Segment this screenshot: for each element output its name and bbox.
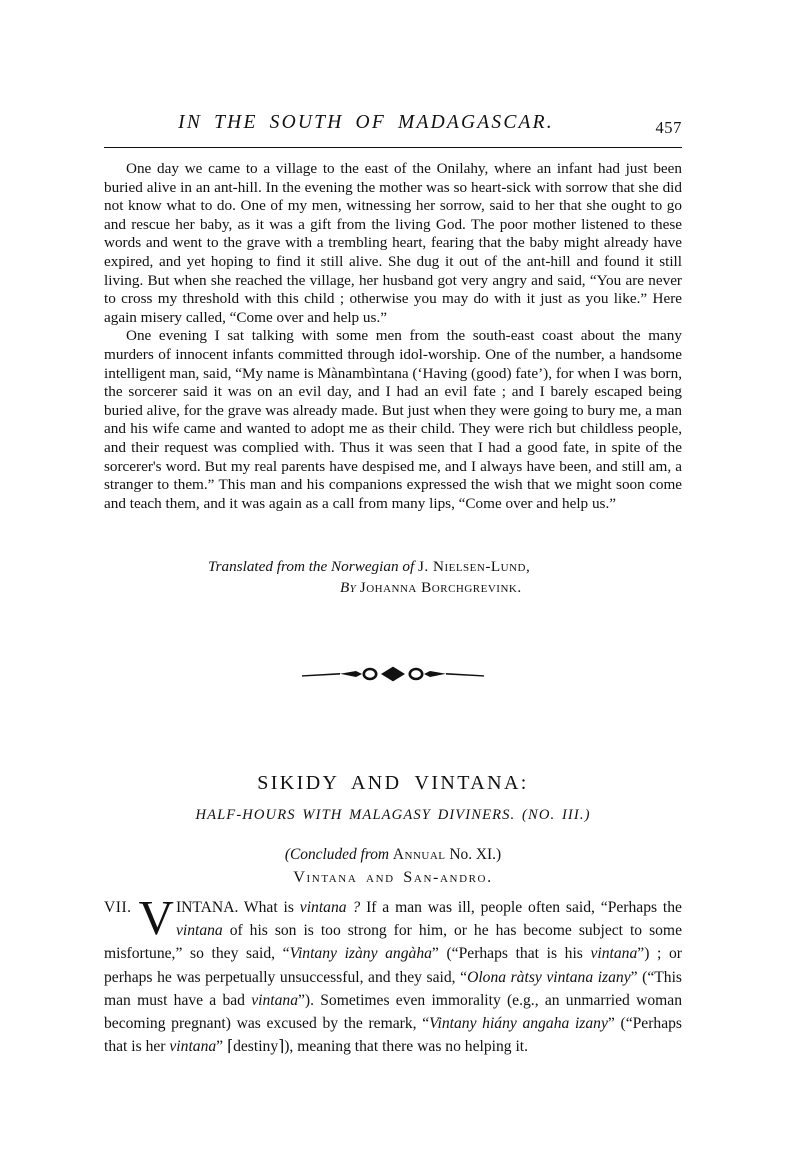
article-heading-block [104, 772, 682, 864]
drop-cap: V [138, 890, 174, 945]
malagasy-phrase: Vintany izàny angàha [289, 945, 432, 963]
continued-prefix: (Concluded from [284, 846, 390, 863]
attribution-translator-line [104, 556, 682, 577]
text-run: ” (“Perhaps that is her [104, 1015, 682, 1056]
paragraph: One day we came to a village to the east of the Onilahy, where an infant had just been buried alive in an ant-hill. In the evening the mother was so heart-sick with sorrow that she did not know what to do. One of my men, witnessing her sorrow, said to her that she ought to go and rescue her baby, as it was a gift from the living God. The poor mother listened to these words and went to the grave with a trembling heart, fearing that the baby might already have expired, and yet hoping to find it still alive. She dug it out of the ant-hill and found it still living. But when she reached the village, her husband got very angry and said, “You are never to cross my threshold with this child ; otherwise you may do with it just as you like.” Here again misery called, “Come over and help us.” [104, 160, 682, 326]
text-run: ” ⌈destiny⌉), meaning that there was no helping it. [216, 1038, 529, 1056]
attribution-block [104, 556, 682, 598]
malagasy-term: vintana [251, 991, 298, 1009]
text-run: ”) ; or perhaps he was perpetually unsuccessful, and they said, “ [104, 945, 682, 986]
paragraph: One evening I sat talking with some men from the south-east coast about the many murders of innocent infants committed through idol-worship. One of the number, a handsome intelligent man, said, “My name is Mànambìntana (‘Having (good) fate’), for when I was born, the sorcerer said it was on an evil day, and I had an evil fate ; and I barely escaped being buried alive, for the grave was already made. But just when they were going to bury me, a man and his wife came and wanted to adopt me as their child. They were rich but childless people, and their request was complied with. Thus it was seen that I had a good fate, in spite of the sorcerer's word. But my real parents have despised me, and I always have been, and still am, a stranger to them.” This man and his companions expressed the wish that we might soon come and teach them, and it was again as a call from many lips, “Come over and help us.” [104, 327, 682, 512]
article-subtitle: HALF-HOURS WITH MALAGASY DIVINERS. (NO. III.) [195, 807, 591, 823]
text-run: If a man was ill, people often said, “Perhaps the [360, 899, 682, 916]
text-run: ”). Sometimes even immorality (e.g., an unmarried woman becoming pregnant) was excused by the remark, “ [104, 991, 682, 1033]
malagasy-term: vintana [175, 922, 223, 940]
text-run: ” (“This man must have a bad [104, 968, 682, 1009]
continued-source: Annual [392, 846, 446, 863]
malagasy-phrase: Olona ràtsy vintana izany [467, 968, 631, 986]
attribution-author-name: Johanna Borchgrevink. [359, 579, 522, 596]
malagasy-term: vintana [169, 1038, 217, 1056]
text-run: INTANA. What is [175, 899, 300, 916]
text-run: of his son is too strong for him, or he has become subject to some misfortune,” so they said, “ [104, 922, 682, 963]
section-body [104, 890, 682, 1058]
ornamental-divider-icon [300, 662, 486, 688]
running-head [104, 112, 682, 140]
page-number: 457 [655, 118, 682, 137]
attribution-author-line [104, 577, 682, 598]
section-heading: Vintana and San-andro. [293, 868, 493, 886]
continued-suffix: No. XI.) [449, 846, 502, 863]
section-number: VII. [104, 899, 132, 916]
section-paragraph [104, 890, 682, 1058]
attribution-translator-name: J. Nielsen-Lund, [417, 558, 531, 575]
malagasy-term: vintana [590, 945, 638, 963]
malagasy-term: vintana ? [299, 899, 361, 916]
article-continued-note [104, 846, 682, 864]
article-body-column [104, 160, 682, 513]
running-head-title: IN THE SOUTH OF MADAGASCAR. [178, 112, 554, 133]
attribution-by-label: By [340, 579, 356, 596]
malagasy-phrase: Vintany hiány angaha izany [429, 1015, 608, 1033]
article-title: SIKIDY AND VINTANA: [257, 772, 529, 794]
text-run: ” (“Perhaps that is his [431, 945, 591, 963]
ornamental-divider [0, 662, 786, 688]
attribution-translated-from: Translated from the Norwegian of [208, 558, 415, 575]
header-rule [104, 147, 682, 148]
